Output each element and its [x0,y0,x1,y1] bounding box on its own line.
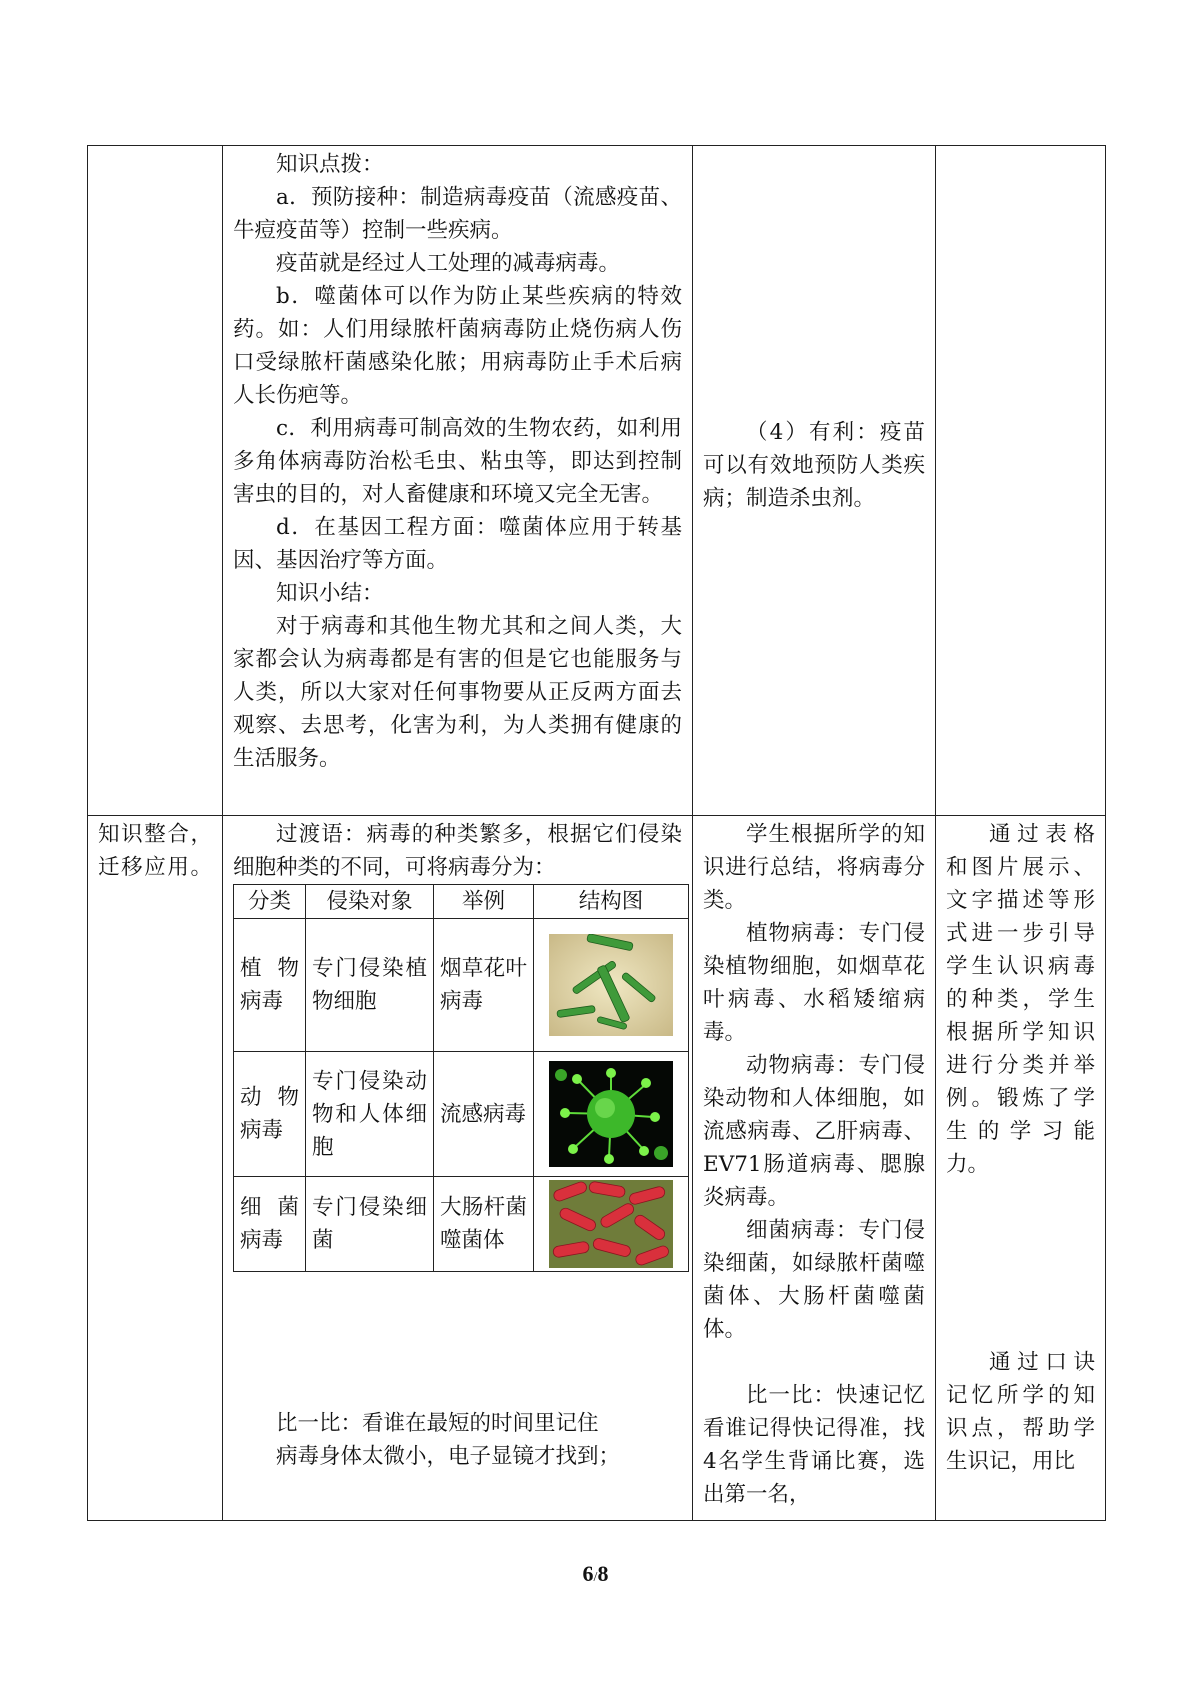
teacher-activity-cell [223,816,693,1521]
virus-table-header [234,885,689,919]
design-intent-cell-empty [936,146,1106,816]
image-cell [534,1177,689,1272]
influenza-virus-image [549,1061,673,1167]
paragraph: b．噬菌体可以作为防止某些疾病的特效药。如：人们用绿脓杆菌病毒防止烧伤病人伤口受绿脓杆菌感染化脓；用病毒防止手术后病人长伤疤等。 [233,284,682,408]
page-number [0,1561,1191,1587]
student-activity-cell [693,816,936,1521]
stage-cell-empty [88,146,223,816]
paragraph: a．预防接种：制造病毒疫苗（流感疫苗、牛痘疫苗等）控制一些疾病。 [233,185,682,243]
compare-activity-text: 比一比：看谁在最短的时间里记住 [276,1411,599,1436]
table-row [88,146,1106,816]
stage-cell [88,816,223,1521]
virus-table-row [234,919,689,1052]
bacteriophage-image [549,1180,673,1268]
compare-student-text: 比一比：快速记忆看谁记得快记得准，找4名学生背诵比赛，选出第一名， [703,1383,925,1507]
example-cell: 烟草花叶病毒 [434,919,534,1052]
knowledge-points-text [223,146,692,775]
lesson-plan-table [87,145,1106,1521]
virus-table-row [234,1052,689,1177]
transition-text: 过渡语：病毒的种类繁多，根据它们侵染细胞种类的不同，可将病毒分为： [233,822,682,880]
stage-label: 知识整合，迁移应用。 [98,822,212,880]
virus-table-row [234,1177,689,1272]
header-cell: 举例 [434,885,534,919]
category-cell: 植物病毒 [234,919,306,1052]
paragraph: 对于病毒和其他生物尤其和之间人类，大家都会认为病毒都是有害的但是它也能服务与人类，所以大家对任何事物要从正反两方面去观察、去思考，化害为利，为人类拥有健康的生活服务。 [233,614,682,771]
virus-classification-table [233,884,689,1272]
header-cell: 侵染对象 [306,885,434,919]
design-intent-compare-text: 通过口诀记忆所学的知识点，帮助学生识记，用比 [946,1350,1095,1474]
bacterial-virus-text: 细菌病毒：专门侵染细菌，如绿脓杆菌噬菌体、大肠杆菌噬菌体。 [703,1218,925,1342]
page-total: 8 [597,1561,609,1586]
paragraph: c．利用病毒可制高效的生物农药，如利用多角体病毒防治松毛虫、粘虫等，即达到控制害虫的目的，对人畜健康和环境又完全无害。 [233,416,682,507]
example-cell: 大肠杆菌噬菌体 [434,1177,534,1272]
target-cell: 专门侵染细菌 [306,1177,434,1272]
mnemonic-line: 病毒身体太微小，电子显镜才找到； [276,1444,621,1469]
plant-virus-text: 植物病毒：专门侵染植物细胞，如烟草花叶病毒、水稻矮缩病毒。 [703,921,925,1045]
target-cell: 专门侵染动物和人体细胞 [306,1052,434,1177]
summary-text: 学生根据所学的知识进行总结，将病毒分类。 [703,822,925,913]
header-cell: 结构图 [534,885,689,919]
paragraph: 疫苗就是经过人工处理的减毒病毒。 [276,251,621,276]
page-current: 6 [582,1561,594,1586]
design-intent-cell [936,816,1106,1521]
design-intent-text: 通过表格和图片展示、文字描述等形式进一步引导学生认识病毒的种类，学生根据所学知识进行分类并举例。锻炼了学生的学习能力。 [946,822,1095,1177]
page-separator: / [593,1570,598,1585]
table-row [88,816,1106,1521]
image-cell [534,1052,689,1177]
image-cell [534,919,689,1052]
tobacco-mosaic-virus-image [549,934,673,1036]
benefit-text: （4）有利：疫苗可以有效地预防人类疾病；制造杀虫剂。 [703,420,925,511]
paragraph: 知识点拨： [276,152,384,177]
student-activity-cell [693,146,936,816]
header-cell: 分类 [234,885,306,919]
paragraph: d．在基因工程方面：噬菌体应用于转基因、基因治疗等方面。 [233,515,682,573]
teacher-activity-cell [223,146,693,816]
category-cell: 动物病毒 [234,1052,306,1177]
example-cell: 流感病毒 [434,1052,534,1177]
target-cell: 专门侵染植物细胞 [306,919,434,1052]
category-cell: 细菌病毒 [234,1177,306,1272]
animal-virus-text: 动物病毒：专门侵染动物和人体细胞，如流感病毒、乙肝病毒、EV71肠道病毒、腮腺炎病毒。 [703,1053,925,1210]
paragraph: 知识小结： [276,581,384,606]
